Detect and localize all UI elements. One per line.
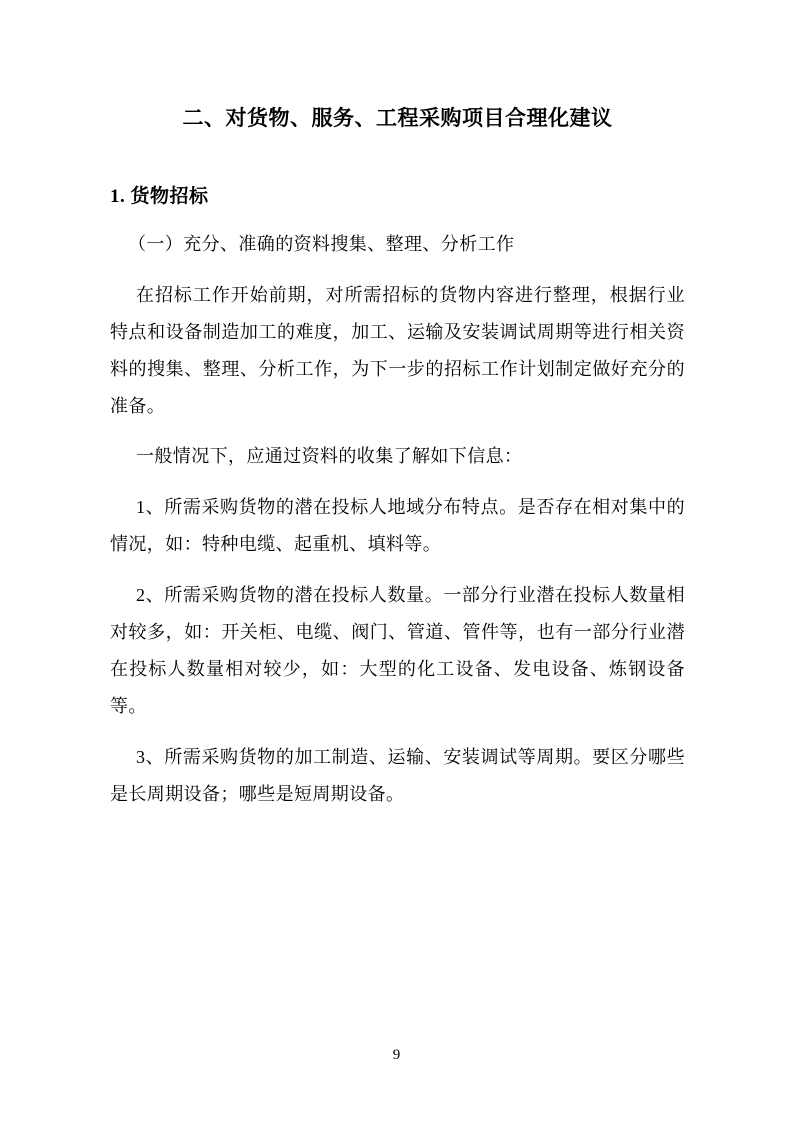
page-number: 9 — [392, 1047, 401, 1063]
page-title: 二、对货物、服务、工程采购项目合理化建议 — [182, 106, 613, 130]
paragraph-body-1: 在招标工作开始前期，对所需招标的货物内容进行整理，根据行业特点和设备制造加工的难度，加工、运输及安装调试周期等进行相关资料的搜集、整理、分析工作，为下一步的招标工作计划制定做好充分的准备。 — [110, 284, 685, 416]
paragraph-list-item-3: 3、所需采购货物的加工制造、运输、安装调试等周期。要区分哪些是长周期设备；哪些是短周期设备。 — [110, 746, 685, 804]
paragraph-body-2: 一般情况下，应通过资料的收集了解如下信息： — [136, 446, 523, 467]
section-heading: 1. 货物招标 — [110, 185, 209, 207]
paragraph-list-item-1: 1、所需采购货物的潜在投标人地域分布特点。是否存在相对集中的情况，如：特种电缆、起重机、填料等。 — [110, 497, 685, 555]
paragraph-list-item-2: 2、所需采购货物的潜在投标人数量。一部分行业潜在投标人数量相对较多，如：开关柜、电缆、阀门、管道、管件等，也有一部分行业潜在投标人数量相对较少，如：大型的化工设备、发电设备、炼钢设备等。 — [110, 585, 685, 716]
paragraph-subsection-label: （一）充分、准确的资料搜集、整理、分析工作 — [128, 233, 515, 254]
